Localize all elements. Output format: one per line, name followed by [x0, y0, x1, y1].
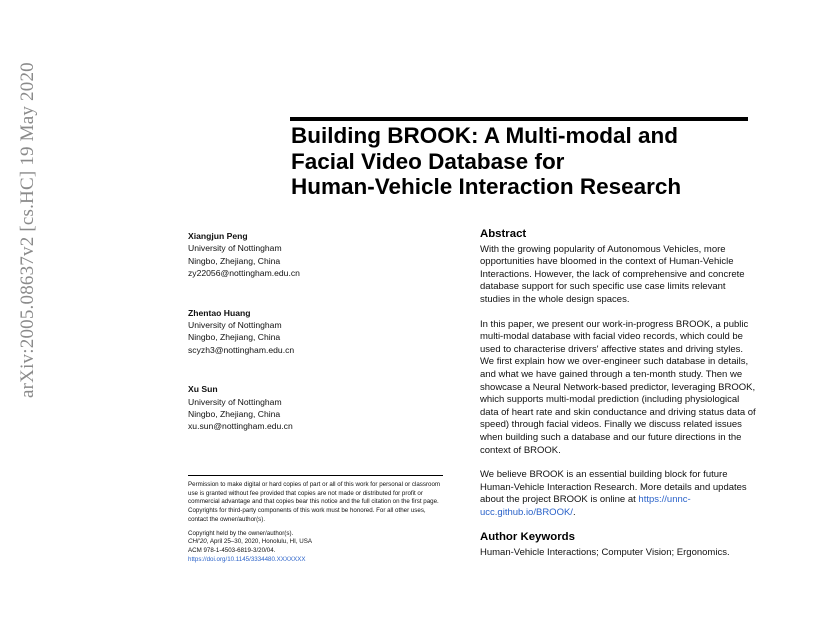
author-list — [188, 230, 458, 460]
author-name: Xu Sun — [188, 384, 218, 395]
doi-link[interactable]: https://doi.org/10.1145/3334480.XXXXXXX — [188, 555, 306, 563]
author-location: Ningbo, Zhejiang, China — [188, 255, 281, 266]
abstract-text-end: . — [572, 506, 576, 518]
conference-details: April 25–30, 2020, Honolulu, HI, USA — [208, 538, 312, 546]
abstract-paragraph: In this paper, we present our work-in-progress BROOK, a public multi-modal database with facial video records, which could be used to characterise drivers' affective states and driving styles. We first explain how we over-engineer such database in details, and what we have gained through a ten-month study. Then we showcase a Neural Network-based predictor, leveraging BROOK, which supports multi-modal prediction (including physiological data of heart rate and skin conductance and driving status data of speed) through facial videos. Finally we discuss related issues when building such a database and our future directions in the context of BROOK. — [480, 318, 756, 456]
author-email: scyzh3@nottingham.edu.cn — [188, 344, 295, 355]
author-email: zy22056@nottingham.edu.cn — [188, 268, 300, 279]
abstract-heading: Abstract — [480, 228, 527, 240]
copyright-footnote — [188, 475, 443, 564]
author-block — [188, 230, 458, 280]
abstract-paragraph — [480, 469, 756, 519]
permission-notice: Permission to make digital or hard copies of part or all of this work for personal or classroom use is granted without fee provided that copies are not made or distributed for profit or commercial advantage and that copies bear this notice and the full citation on the first page. Copyrights for third-party components of this work must be honored. For all other uses, contact the owner/author(s). — [188, 481, 441, 523]
title-rule — [290, 117, 748, 121]
author-block — [188, 307, 458, 357]
conference-line — [188, 538, 443, 547]
author-affiliation: University of Nottingham — [188, 320, 282, 331]
title-line: Building BROOK: A Multi-modal and — [291, 123, 679, 148]
paper-title — [291, 123, 751, 200]
author-name: Zhentao Huang — [188, 307, 251, 318]
title-line: Human-Vehicle Interaction Research — [291, 174, 682, 199]
author-email: xu.sun@nottingham.edu.cn — [188, 421, 293, 432]
title-line: Facial Video Database for — [291, 148, 565, 174]
author-location: Ningbo, Zhejiang, China — [188, 409, 281, 420]
keywords-text: Human-Vehicle Interactions; Computer Vision; Ergonomics. — [480, 547, 730, 559]
acm-isbn: ACM 978-1-4503-6819-3/20/04. — [188, 546, 276, 554]
keywords-heading: Author Keywords — [480, 531, 575, 544]
project-link[interactable]: https://unnc-ucc.github.io/BROOK/ — [480, 494, 691, 518]
abstract-paragraph: With the growing popularity of Autonomous Vehicles, more opportunities have bloomed in the context of Human-Vehicle Interactions. However, the lack of comprehensive and concrete database support for such specific use case limits relevant studies in the whole design spaces. — [480, 243, 745, 305]
abstract-text: We believe BROOK is an essential building block for future Human-Vehicle Interaction Research. More details and updates about the project BROOK is online at — [480, 469, 747, 506]
abstract-column — [480, 228, 756, 560]
author-location: Ningbo, Zhejiang, China — [188, 332, 281, 343]
author-affiliation: University of Nottingham — [188, 396, 282, 407]
author-name: Xiangjun Peng — [188, 231, 248, 241]
arxiv-stamp: arXiv:2005.08637v2 [cs.HC] 19 May 2020 — [17, 62, 38, 398]
copyright-line: Copyright held by the owner/author(s). — [188, 529, 294, 537]
author-affiliation: University of Nottingham — [188, 243, 282, 254]
author-block — [188, 383, 458, 433]
conference-name: CHI'20, — [188, 538, 209, 546]
